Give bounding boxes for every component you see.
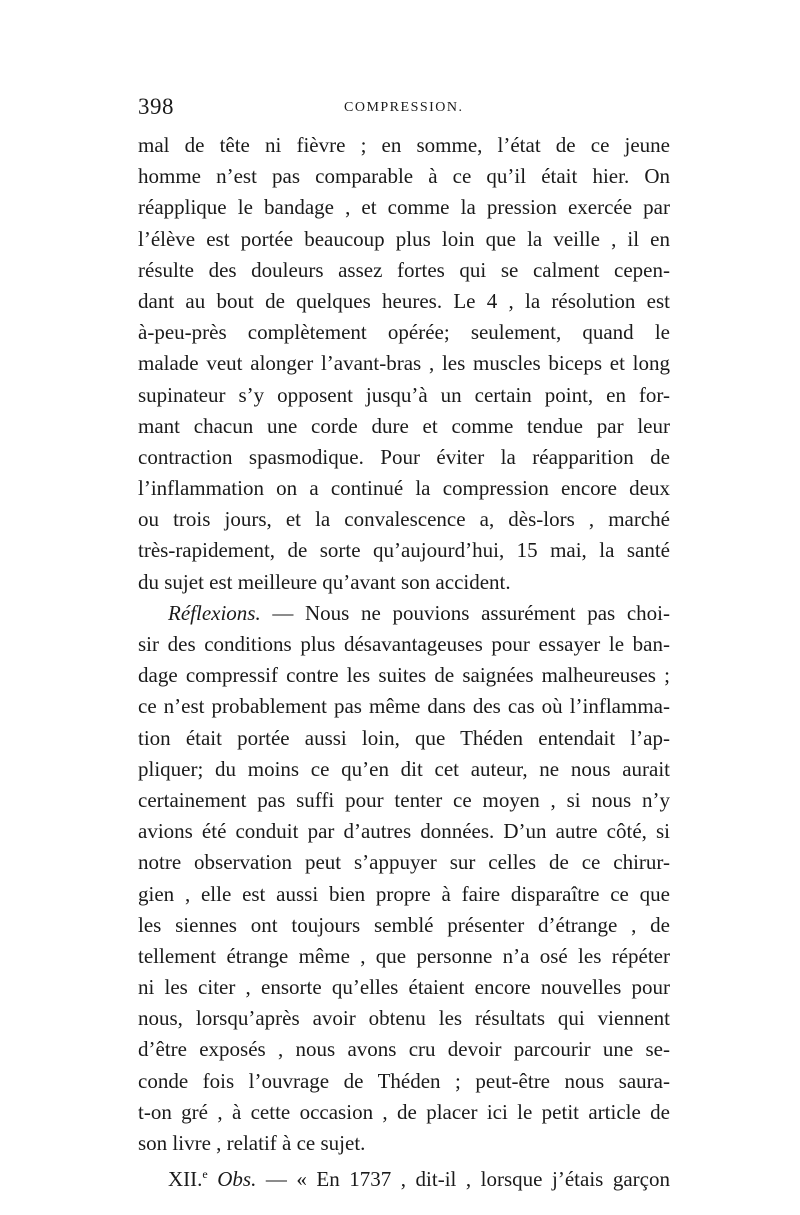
text-line: ni les citer , ensorte qu’elles étaient encore nouvelles pour — [138, 975, 670, 1000]
text-fragment: — Nous ne pouvions assurément pas choi- — [260, 600, 670, 625]
text-line: les siennes ont toujours semblé présenter d’étrange , de — [138, 912, 670, 937]
running-head: COMPRESSION. — [344, 100, 464, 115]
text-line: homme n’est pas comparable à ce qu’il était hier. On — [138, 164, 670, 189]
reflexions-label: Réflexions. — [168, 600, 261, 625]
text-line: l’inflammation on a continué la compression encore deux — [138, 476, 670, 501]
text-line: tellement étrange même , que personne n’a osé les répéter — [138, 943, 670, 968]
text-line: à-peu-près complètement opérée; seulement, quand le — [138, 320, 670, 345]
text-line: réapplique le bandage , et comme la pression exercée par — [138, 195, 670, 220]
text-line: mant chacun une corde dure et comme tendue par leur — [138, 413, 670, 438]
text-line: t-on gré , à cette occasion , de placer ici le petit article de — [138, 1099, 670, 1124]
text-line: très-rapidement, de sorte qu’aujourd’hui, 15 mai, la santé — [138, 538, 670, 563]
text-line: résulte des douleurs assez fortes qui se calment cepen- — [138, 257, 670, 282]
text-line: sir des conditions plus désavantageuses pour essayer le ban- — [138, 632, 670, 656]
text-line: gien , elle est aussi bien propre à faire disparaître ce que — [138, 881, 670, 906]
text-line: du sujet est meilleure qu’avant son accident. — [138, 569, 511, 594]
text-line: ce n’est probablement pas même dans des cas où l’inflamma- — [138, 694, 670, 719]
text-line: mal de tête ni fièvre ; en somme, l’état de ce jeune — [138, 133, 670, 157]
observation-label: Obs. — [207, 1167, 257, 1192]
reflexions-paragraph-start — [138, 598, 670, 629]
text-line: conde fois l’ouvrage de Théden ; peut-être nous saura- — [138, 1068, 670, 1093]
observation-heading-line — [138, 1159, 670, 1190]
text-line: nous, lorsqu’après avoir obtenu les résultats qui viennent — [138, 1006, 670, 1031]
text-line: certainement pas suffi pour tenter ce moyen , si nous n’y — [138, 787, 670, 812]
text-line: l’élève est portée beaucoup plus loin que la veille , il en — [138, 226, 670, 251]
text-line: dant au bout de quelques heures. Le 4 , la résolution est — [138, 288, 670, 313]
observation-number: XII. — [168, 1167, 203, 1192]
text-line: dage compressif contre les suites de saignées malheureuses ; — [138, 663, 670, 688]
text-line: d’être exposés , nous avons cru devoir parcourir une se- — [138, 1037, 670, 1062]
text-line: ou trois jours, et la convalescence a, dès-lors , marché — [138, 507, 670, 532]
page-number: 398 — [138, 94, 174, 119]
text-line: notre observation peut s’appuyer sur celles de ce chirur- — [138, 850, 670, 875]
observation-superscript: e — [202, 1167, 208, 1182]
text-line: malade veut alonger l’avant-bras , les muscles biceps et long — [138, 351, 670, 376]
text-line: pliquer; du moins ce qu’en dit cet auteur, ne nous aurait — [138, 756, 670, 781]
page-header — [138, 94, 668, 124]
text-line: contraction spasmodique. Pour éviter la réapparition de — [138, 444, 670, 469]
text-line: son livre , relatif à ce sujet. — [138, 1131, 366, 1155]
body-text — [138, 130, 670, 1190]
text-line: tion était portée aussi loin, que Théden entendait l’ap- — [138, 725, 670, 750]
text-line: supinateur s’y opposent jusqu’à un certain point, en for- — [138, 382, 670, 407]
text-fragment: — « En 1737 , dit-il , lorsque j’étais garçon — [256, 1167, 670, 1192]
text-line: avions été conduit par d’autres données. D’un autre côté, si — [138, 819, 670, 844]
